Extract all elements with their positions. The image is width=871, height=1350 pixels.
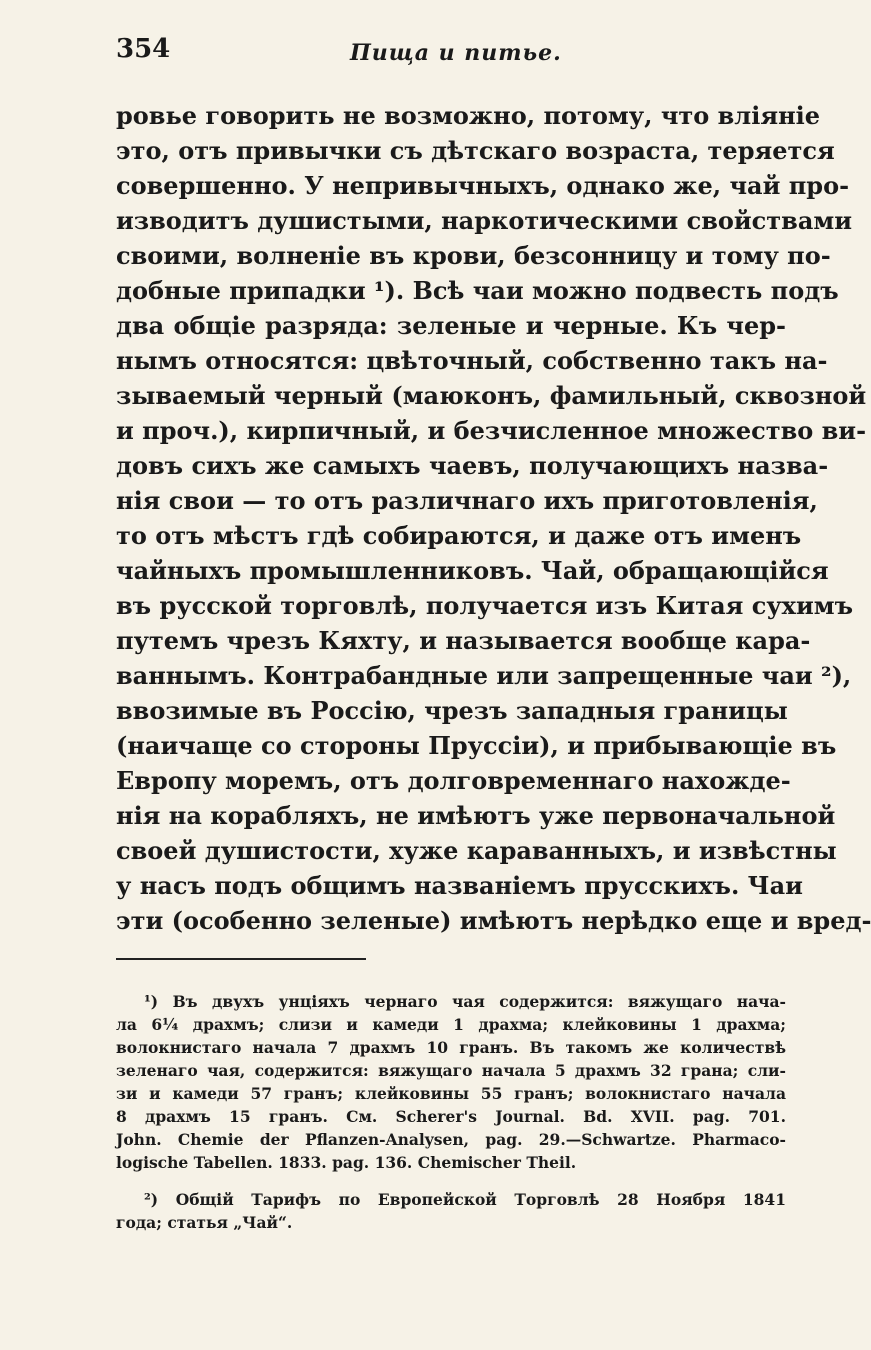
text-line: довъ сихъ же самыхъ чаевъ, получающихъ назва- — [116, 451, 829, 480]
footnote-1-line: зеленаго чая, содержится: вяжущаго начала 5 драхмъ 32 грана; сли- — [116, 1061, 786, 1080]
text-line: ввозимые въ Россію, чрезъ западныя границы — [116, 696, 788, 725]
text-line: нымъ относятся: цвѣточный, собственно такъ на- — [116, 346, 828, 375]
text-line: совершенно. У непривычныхъ, однако же, чай про- — [116, 171, 850, 200]
footnotes — [116, 990, 786, 1234]
text-line: эти (особенно зеленые) имѣютъ нерѣдко еще и вред- — [116, 906, 871, 935]
text-line: Европу моремъ, отъ долговременнаго нахожде- — [116, 766, 791, 795]
main-text — [116, 98, 871, 938]
text-line: чайныхъ промышленниковъ. Чай, обращающійся — [116, 556, 829, 585]
text-line: добные припадки ¹). Всѣ чаи можно подвесть подъ — [116, 276, 839, 305]
text-line: и проч.), кирпичный, и безчисленное множество ви- — [116, 416, 867, 445]
footnote-1-line: волокнистаго начала 7 драхмъ 10 гранъ. Въ такомъ же количествѣ — [116, 1038, 786, 1057]
text-line: въ русской торговлѣ, получается изъ Китая сухимъ — [116, 591, 854, 620]
text-line: зываемый черный (маюконъ, фамильный, сквозной — [116, 381, 867, 410]
footnote-1-line: зи и камеди 57 гранъ; клейковины 55 гранъ; волокнистаго начала — [116, 1084, 786, 1103]
running-title: Пища и питье. — [350, 40, 562, 66]
text-line: изводитъ душистыми, наркотическими свойствами — [116, 206, 853, 235]
footnote-1-line: logische Tabellen. 1833. pag. 136. Chemischer Theil. — [116, 1153, 577, 1172]
footnote-1-line: 8 драхмъ 15 гранъ. См. Scherer's Journal. Bd. XVII. pag. 701. — [116, 1107, 786, 1126]
footnote-1-line: ла 6¼ драхмъ; слизи и камеди 1 драхма; клейковины 1 драхма; — [116, 1015, 786, 1034]
footnote-2-line: года; статья „Чай“. — [116, 1213, 293, 1232]
page-number: 354 — [116, 34, 171, 64]
text-line: путемъ чрезъ Кяхту, и называется вообще кара- — [116, 626, 811, 655]
text-line: ровье говорить не возможно, потому, что вліяніе — [116, 101, 821, 130]
text-line: (наичаще со стороны Пруссіи), и прибывающіе въ — [116, 731, 837, 760]
text-line: у насъ подъ общимъ названіемъ прусскихъ. Чаи — [116, 871, 803, 900]
footnote-divider — [116, 958, 366, 960]
footnote-1-line: ¹) Въ двухъ унціяхъ чернаго чая содержится: вяжущаго нача- — [144, 992, 786, 1011]
page-header — [116, 34, 786, 74]
footnote-1-line: John. Chemie der Pflanzen-Analysen, pag. 29.—Schwartze. Pharmaco- — [116, 1130, 786, 1149]
text-line: это, отъ привычки съ дѣтскаго возраста, теряется — [116, 136, 835, 165]
text-line: то отъ мѣстъ гдѣ собираются, и даже отъ именъ — [116, 521, 802, 550]
text-line: своими, волненіе въ крови, безсонницу и тому по- — [116, 241, 831, 270]
text-line: ваннымъ. Контрабандные или запрещенные чаи ²), — [116, 661, 852, 690]
text-line: нія свои — то отъ различнаго ихъ приготовленія, — [116, 486, 818, 515]
text-line: два общіе разряда: зеленые и черные. Къ чер- — [116, 311, 786, 340]
text-line: нія на корабляхъ, не имѣютъ уже первоначальной — [116, 801, 836, 830]
text-line: своей душистости, хуже караванныхъ, и извѣстны — [116, 836, 837, 865]
footnote-2-line: ²) Общій Тарифъ по Европейской Торговлѣ 28 Ноября 1841 — [144, 1190, 786, 1209]
